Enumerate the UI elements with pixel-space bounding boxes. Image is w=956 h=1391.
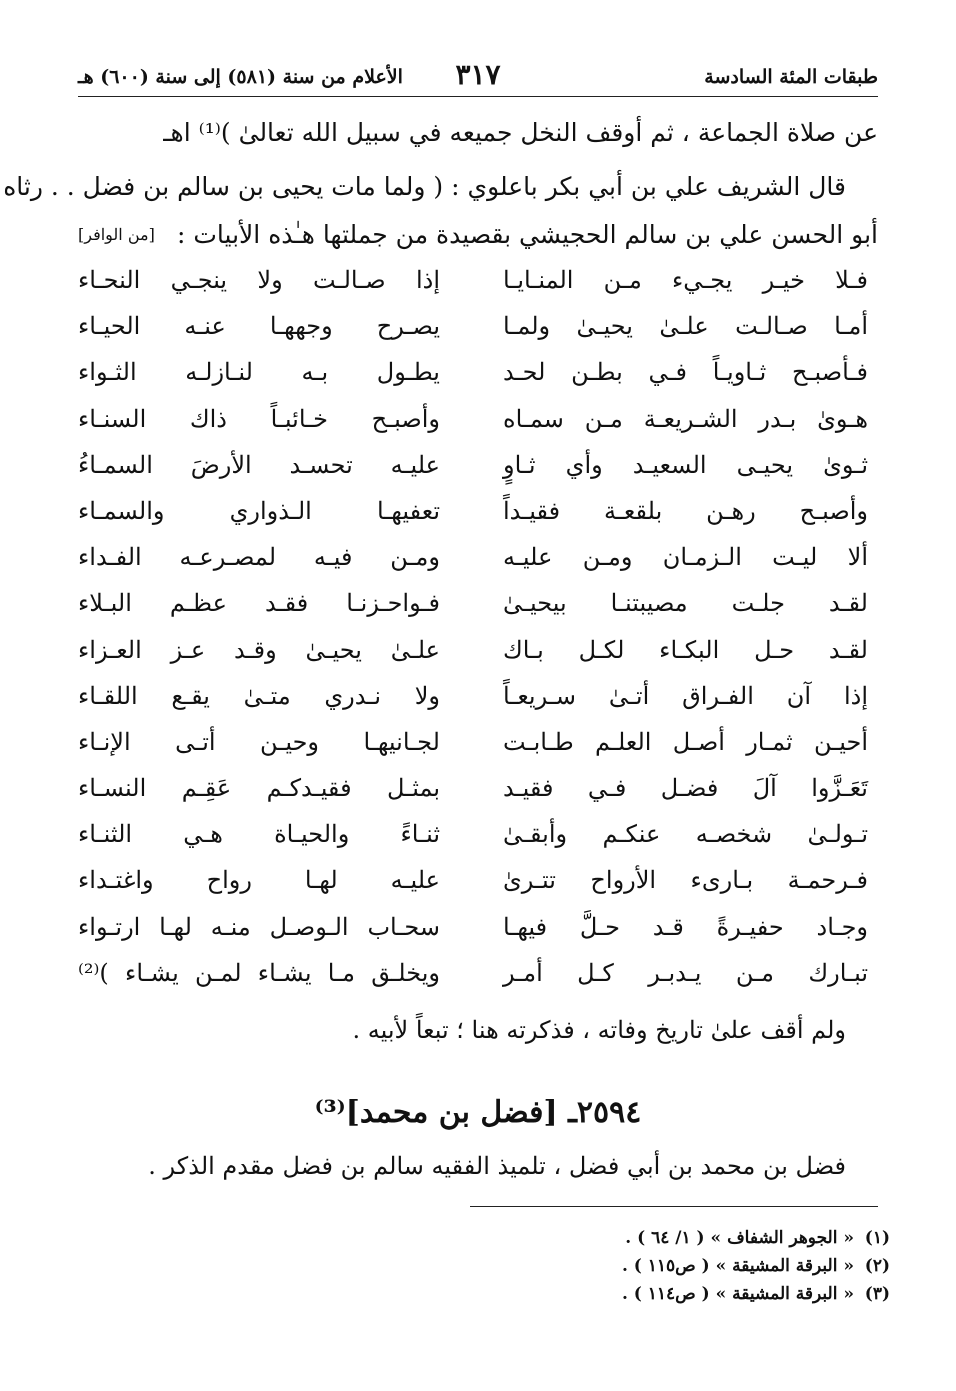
verse-second-hemistich: ولا نـدري متـىٰ يقـع اللقـاء xyxy=(78,681,440,710)
verse-first-hemistich: ثـوىٰ يحيـى السعيـد وأي ثـاوٍ xyxy=(503,450,868,479)
verse-first-hemistich: لقـد جلـت مصيبتنـا بيحيـىٰ xyxy=(503,589,868,618)
verse xyxy=(78,589,878,635)
verse-first-hemistich: إذا آن الفـراق أتـىٰ سـريعـاً xyxy=(503,681,868,710)
verse xyxy=(78,312,878,358)
footnote-text: « البرقة المشيقة » ( ص١١٥ ) . xyxy=(621,1256,854,1276)
verse xyxy=(78,266,878,312)
text-line-3: أبو الحسن علي بن سالم الحجيشي بقصيدة من جملتها هـٰذه الأبيات : xyxy=(177,220,878,249)
footnote-number: (٢) xyxy=(864,1256,890,1276)
verse-second-hemistich: عليـه لهـا رواح واغتـداء xyxy=(78,866,440,895)
verse-second-hemistich: عليـه تحسـد الأرضَ السمـاءُ xyxy=(78,450,440,479)
footnotes xyxy=(622,1228,890,1312)
verse xyxy=(78,682,878,728)
verse-first-hemistich: تَعَـزَّوا آلَ فضـل فـي فقيـد xyxy=(503,774,868,803)
verse-second-hemistich: إذا صـالـت ولا ينجـي النحـاء xyxy=(78,266,440,294)
verse-first-hemistich: فـلا خيـر يجـيء مـن المنـايـا xyxy=(503,266,868,294)
verse-first-hemistich: أمـا صـالـت علـىٰ يحيـىٰ ولمـا xyxy=(503,312,868,341)
verse xyxy=(78,820,878,866)
footnote xyxy=(622,1284,890,1312)
verse-second-hemistich: لجـانيهـا وحيـن أتـى الإنـاء xyxy=(78,727,440,756)
verse-second-hemistich: يصـرح وجههـا عنـه الحيـاء xyxy=(78,312,440,341)
footnote xyxy=(622,1256,890,1284)
text-line-1: عن صلاة الجماعة ، ثم أوقف النخل جميعه في سبيل الله تعالىٰ )⁽¹⁾ اهـ xyxy=(163,118,878,147)
header-divider xyxy=(78,96,878,97)
header-section-title: طبقات المئة السادسة xyxy=(704,66,878,88)
verse-second-hemistich: سحـاب الـوصـل منـه لهـا ارتـواء xyxy=(78,912,440,941)
entry-heading: ٢٥٩٤ـ [فضل بن محمد]⁽³⁾ xyxy=(314,1095,642,1130)
verse-second-hemistich: بمثـل فقيـدكـم عَقِـم النسـاء xyxy=(78,774,440,803)
running-header xyxy=(78,58,878,94)
footnote-number: (١) xyxy=(864,1228,890,1248)
verse-first-hemistich: أحيـن ثمـار أصـل العلـم طـابـت xyxy=(503,727,868,756)
verse xyxy=(78,358,878,404)
verse-second-hemistich: ويخلـق مـا يشـاء لمـن يشـاء )⁽²⁾ xyxy=(78,958,440,987)
verse-first-hemistich: تبـارك مـن يـدبـر كـل أمـر xyxy=(503,958,868,987)
verse-second-hemistich: فـواحـزنـا فقـد عظـم البـلاء xyxy=(78,589,440,618)
footnote-divider xyxy=(470,1206,878,1207)
header-date-range: الأعلام من سنة (٥٨١) إلى سنة (٦٠٠) هـ xyxy=(78,66,403,88)
verse-first-hemistich: ألا ليـت الـزمـان ومـن عليـه xyxy=(503,543,868,572)
poem-meter-label: [من الوافر] xyxy=(78,225,155,244)
verse-first-hemistich: لقـد حـل البكـاء لكـل بـاك xyxy=(503,635,868,664)
verse xyxy=(78,728,878,774)
footnote-text: « الجوهر الشفاف » ( ١/ ٦٤ ) . xyxy=(625,1228,854,1248)
footnote-number: (٣) xyxy=(864,1284,890,1304)
verse xyxy=(78,866,878,912)
verse-second-hemistich: ومـن فيـه لمصـرعـه الفـداء xyxy=(78,543,440,572)
verse xyxy=(78,497,878,543)
verse-first-hemistich: وجـاد حفيـرةً قـد حـلَّ فيهـا xyxy=(503,912,868,941)
closing-line: ولم أقف علىٰ تاريخ وفاته ، فذكرته هنا ؛ تبعاً لأبيه . xyxy=(352,1016,846,1044)
verse-second-hemistich: وأصبـح خـائبـاً ذاك السنـاء xyxy=(78,404,440,433)
footnote-text: « البرقة المشيقة » ( ص١١٤ ) . xyxy=(621,1284,854,1304)
entry-body: فضل بن محمد بن أبي فضل ، تلميذ الفقيه سالم بن فضل مقدم الذكر . xyxy=(148,1152,846,1180)
verse-first-hemistich: فـأصبـح ثـاويـاً فـي بطـن لحـد xyxy=(503,358,868,387)
poem xyxy=(78,266,878,1006)
verse-second-hemistich: يطـول بـه لنـازلـه الثـواء xyxy=(78,358,440,387)
verse xyxy=(78,774,878,820)
verse-second-hemistich: تعفيهـا الـذواري والسمـاء xyxy=(78,496,440,525)
footnote xyxy=(622,1228,890,1256)
text-line-2: قال الشريف علي بن أبي بكر باعلوي : ( ولما مات يحيى بن سالم بن فضل . . رثاه xyxy=(3,172,846,201)
verse xyxy=(78,451,878,497)
verse-first-hemistich: فـرحمـة بـارىء الأرواح تتـرىٰ xyxy=(503,866,868,895)
verse-second-hemistich: علـىٰ يحيـىٰ وقـد عـز العـزاء xyxy=(78,635,440,664)
verse xyxy=(78,636,878,682)
verse xyxy=(78,959,878,1005)
page-number: ٣١٧ xyxy=(455,58,501,91)
verse xyxy=(78,405,878,451)
verse xyxy=(78,913,878,959)
verse-second-hemistich: ثنـاءً والحيـاة هـي الثنـاء xyxy=(78,820,440,849)
verse-first-hemistich: تـولـىٰ شخصـه عنكـم وأبقـىٰ xyxy=(503,820,868,849)
verse-first-hemistich: وأصبـح رهـن بلقعـة فقيـداً xyxy=(503,496,868,525)
verse xyxy=(78,543,878,589)
verse-first-hemistich: هـوىٰ بـدر الشـريعـة مـن سمـاه xyxy=(503,404,868,433)
